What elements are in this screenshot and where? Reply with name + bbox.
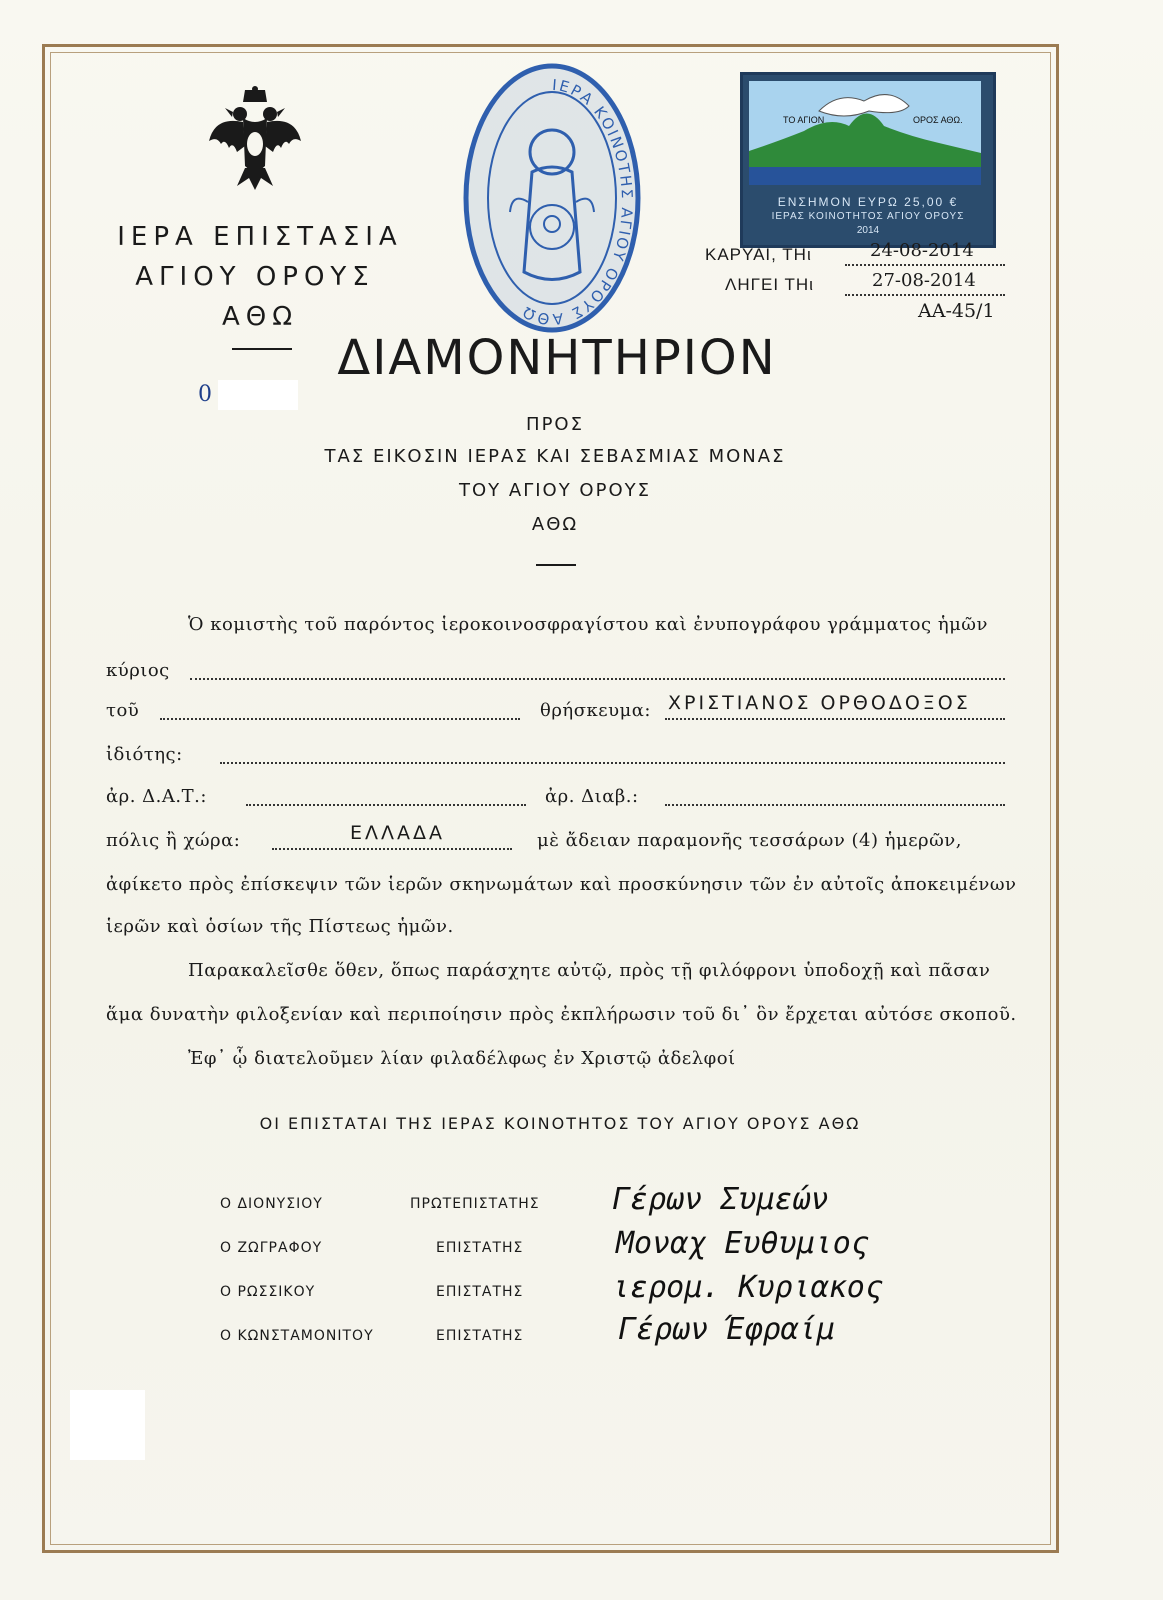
country-label: πόλις ἢ χώρα: [106,830,241,851]
signatory-1-signature: Γέρων Συμεών [612,1182,829,1217]
religion-label: θρήσκευμα: [540,700,651,721]
name-label: κύριος [106,660,170,681]
stamp-caption-left: ΤΟ ΑΓΙΟΝ [783,115,825,125]
revenue-stamp [740,72,996,248]
stamp-authority: ΙΕΡΑΣ ΚΟΙΝΟΤΗΤΟΣ ΑΓΙΟΥ ΟΡΟΥΣ [771,211,965,222]
signatory-4-signature: Γέρων Έφραίμ [618,1312,835,1347]
passport-field [665,804,1005,806]
issuer-line-1: ΙΕΡΑ ΕΠΙΣΤΑΣΙΑ [117,222,403,252]
issue-date-value: 24-08-2014 [870,240,974,261]
signatory-4-monastery: Ο ΚΩΝΣΤΑΜΟΝΙΤΟΥ [220,1328,374,1344]
id-label: ἀρ. Δ.Α.Τ.: [106,786,207,807]
issuer-line-3: ΑΘΩ [221,302,299,332]
expiry-date-value: 27-08-2014 [872,270,976,291]
expiry-date-label: ΛΗΓΕΙ ΤΗι [725,275,814,294]
document-title: ΔΙΑΜΟΝΗΤΗΡΙΟΝ [337,330,777,386]
issue-date-label: ΚΑΡΥΑΙ, ΤΗι [705,245,812,264]
signatory-3-role: ΕΠΙΣΤΑΤΗΣ [436,1284,524,1300]
country-dots [272,848,512,850]
stamp-value: ΕΝΣΗΜΟΝ ΕΥΡΩ 25,00 € [777,195,959,209]
father-label: τοῦ [106,700,140,721]
para2-line-1: Παρακαλεῖσθε ὅθεν, ὅπως παράσχητε αὐτῷ, πρὸς τῇ φιλόφρονι ὑποδοχῇ καὶ πᾶσαν [188,960,991,981]
redacted-box [70,1390,145,1460]
intro-line: Ὁ κομιστὴς τοῦ παρόντος ἱεροκοινοσφραγίστου καὶ ἐνυπογράφου γράμματος ἡμῶν [188,614,988,635]
para1-line-2: ἀφίκετο πρὸς ἐπίσκεψιν τῶν ἱερῶν σκηνωμάτων καὶ προσκύνησιν τῶν ἐν αὐτοῖς ἀποκειμένων [106,874,1017,895]
signatory-2-role: ΕΠΙΣΤΑΤΗΣ [436,1240,524,1256]
religion-dots [665,718,1005,720]
para1-line-3: ἱερῶν καὶ ὁσίων τῆς Πίστεως ἡμῶν. [106,916,454,937]
passport-label: ἀρ. Διαβ.: [545,786,639,807]
closing-line: Ἐφ᾽ ᾧ διατελοῦμεν λίαν φιλαδέλφως ἐν Χριστῷ ἀδελφοί [188,1048,736,1069]
stamp-caption-right: ΟΡΟΣ ΑΘΩ. [913,115,963,125]
para2-line-2: ἅμα δυνατὴν φιλοξενίαν καὶ περιποίησιν πρὸς ἐκπλήρωσιν τοῦ δι᾽ ὃν ἔρχεται αὐτόσε σκοποῦ. [106,1004,1017,1025]
signatory-3-signature: ιερομ. Κυριακος [612,1270,883,1305]
address-underline [536,564,576,566]
signatory-3-monastery: Ο ΡΩΣΣΙΚΟΥ [220,1284,316,1300]
issuer-underline [232,348,292,350]
signatories-heading: ΟΙ ΕΠΙΣΤΑΤΑΙ ΤΗΣ ΙΕΡΑΣ ΚΟΙΝΟΤΗΤΟΣ ΤΟΥ ΑΓΙΟΥ ΟΡΟΥΣ ΑΘΩ [259,1114,861,1133]
stay-text: μὲ ἄδειαν παραμονῆς τεσσάρων (4) ἡμερῶν, [537,830,962,851]
profession-field [220,762,1005,764]
signatory-1-monastery: Ο ΔΙΟΝΥΣΙΟΥ [220,1196,323,1212]
signatory-4-role: ΕΠΙΣΤΑΤΗΣ [436,1328,524,1344]
signatory-2-monastery: Ο ΖΩΓΡΑΦΟΥ [220,1240,323,1256]
signatory-1-role: ΠΡΩΤΕΠΙΣΤΑΤΗΣ [410,1196,540,1212]
issuer-line-2: ΑΓΙΟΥ ΟΡΟΥΣ [135,262,375,292]
redacted-serial [218,380,298,410]
signatory-2-signature: Μοναχ Ευθυμιος [616,1226,869,1261]
reference-number: AA-45/1 [918,300,995,322]
stamp-year: 2014 [856,225,880,236]
seal-text: ΙΕΡΑ ΚΟΙΝΟΤΗΣ ΑΓΙΟΥ ΟΡΟΥΣ ΑΘΩ [518,75,637,329]
country-value: ΕΛΛΑΔΑ [350,822,445,844]
expiry-date-dots [845,294,1005,296]
stamp-landscape [749,81,981,185]
address-line-2: ΤΑΣ ΕΙΚΟΣΙΝ ΙΕΡΑΣ ΚΑΙ ΣΕΒΑΣΜΙΑΣ ΜΟΝΑΣ [324,446,786,467]
seal-icon [462,62,642,334]
double-headed-eagle-icon [205,86,305,196]
father-field [160,718,520,720]
issue-date-dots [845,264,1005,266]
address-line-1: ΠΡΟΣ [526,414,584,435]
name-field [190,678,1005,680]
address-line-3: ΤΟΥ ΑΓΙΟΥ ΟΡΟΥΣ [459,480,651,501]
religion-value: ΧΡΙΣΤΙΑΝΟΣ ΟΡΘΟΔΟΞΟΣ [668,692,971,714]
id-field [246,804,526,806]
profession-label: ἰδιότης: [106,744,183,765]
serial-number: 0 [198,382,212,407]
address-line-4: ΑΘΩ [531,514,579,535]
